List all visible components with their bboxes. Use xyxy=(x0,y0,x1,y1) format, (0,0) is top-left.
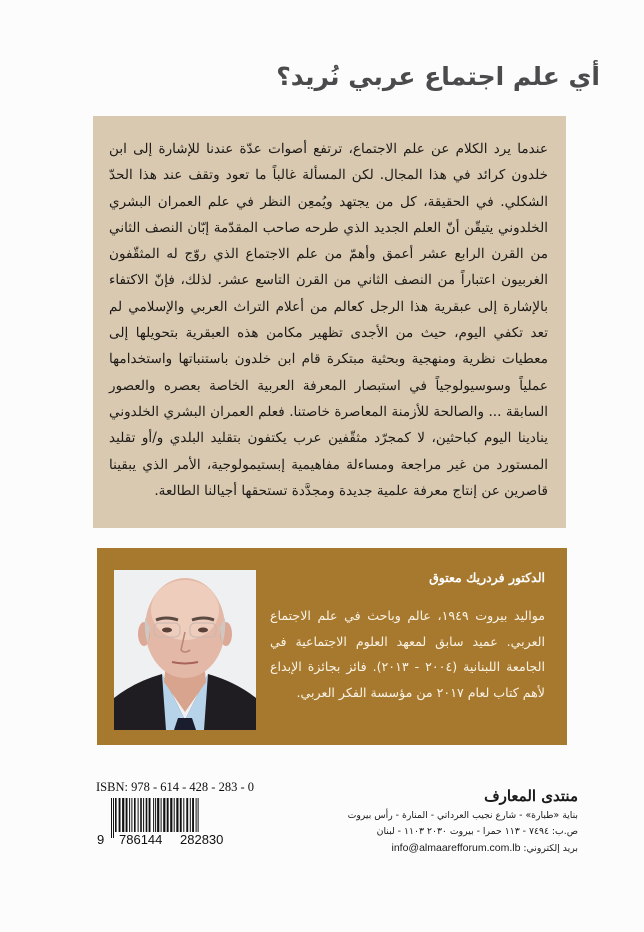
barcode-bar xyxy=(119,798,121,832)
author-name: الدكتور فردريك معتوق xyxy=(429,570,545,585)
blurb-text: عندما يرد الكلام عن علم الاجتماع، ترتفع أصوات عدّة عندنا للإشارة إلى ابن خلدون كرائد في هذا المجال. لكن المسألة غالباً ما تعود وتقف عند هذا الحدّ الشكلي. في الحقيقة، كل من يجتهد ويُمعِن النظر في علم العمران البشري الخلدوني يتيقّن أنّ العلم الجديد الذي طرحه صاحب المقدّمة إبّان النصف الثاني من القرن الرابع عشر أعمق وأهمّ من علم الاجتماع الذي روّج له المثقّفون الغربيون اعتباراً من النصف الثاني من القرن التاسع عشر. لذلك، فإنّ الاكتفاء بالإشارة إلى عبقرية هذا الرجل كعالم من أعلام التراث العربي والإسلامي لم تعد تكفي اليوم، حيث من الأجدى تظهير مكامن هذه العبقرية بتحويلها إلى معطيات نظرية ومنهجية وبحثية مبتكرة قام ابن خلدون باستنباتها واستخدامها عملياً وسوسيولوجياً في استبصار المعرفة العربية الخاصة بعصره والعصور السابقة ... والصالحة للأزمنة المعاصرة خاصتنا. فعلم العمران البشري الخلدوني ينادينا اليوم كباحثين، لا كمجرّد مثقّفين عرب يكتفون بتقليد البلدي و/أو تقليد المستورد من غير مراجعة ومساءلة مفاهيمية إبستيمولوجية، الأمر الذي يبقينا قاصرين عن إنتاج معرفة علمية جديدة ومجدَّدة تستحقها أجيالنا الطالعة. xyxy=(109,141,548,499)
barcode-bar xyxy=(140,798,142,832)
barcode-digits-left: 786144 xyxy=(119,832,163,847)
publisher-email[interactable]: info@almaarefforum.com.lb xyxy=(391,842,521,854)
author-photo xyxy=(114,570,256,730)
publisher-logo-name: منتدى المعارف xyxy=(484,787,578,805)
barcode-bar xyxy=(170,798,172,832)
barcode-bar xyxy=(115,798,117,832)
book-title: أي علم اجتماع عربي نُريد؟ xyxy=(276,62,600,91)
barcode-bar xyxy=(146,798,148,832)
barcode-bar xyxy=(131,798,132,832)
barcode-bar xyxy=(192,798,194,832)
barcode-bar xyxy=(129,798,130,832)
barcode-bar xyxy=(134,798,136,832)
barcode-digits-right: 282830 xyxy=(180,832,224,847)
barcode-bar xyxy=(143,798,144,832)
barcode-bar xyxy=(138,798,139,832)
barcode-bar xyxy=(161,798,162,832)
barcode-bar xyxy=(122,798,124,832)
barcode-bar xyxy=(176,798,178,832)
barcode-bar xyxy=(126,798,128,832)
publisher-po-box: ص.ب: ٧٤٩٤ - ١١٣ حمرا - بيروت ٢٠٣٠ ١١٠٣ - لبنان xyxy=(376,826,578,837)
barcode-bar xyxy=(157,798,159,832)
barcode-bar xyxy=(163,798,165,832)
barcode-bar xyxy=(190,798,191,832)
barcode-bar xyxy=(180,798,182,832)
barcode-bar xyxy=(149,798,151,832)
author-panel xyxy=(97,548,567,745)
publisher-address: بناية «طبارة» - شارع نجيب العرداتي - المنارة - رأس بيروت xyxy=(347,810,578,821)
barcode-bar xyxy=(174,798,175,832)
publisher-block xyxy=(318,786,578,857)
barcode-bar xyxy=(183,798,184,832)
barcode-bar xyxy=(167,798,169,832)
publisher-email-line xyxy=(318,840,578,857)
blurb-panel xyxy=(93,116,566,528)
isbn-label: ISBN: 978 - 614 - 428 - 283 - 0 xyxy=(96,780,254,794)
author-portrait-illustration xyxy=(114,570,256,730)
publisher-email-label: بريد إلكتروني: xyxy=(523,843,578,854)
author-bio: مواليد بيروت ١٩٤٩، عالم وباحث في علم الاجتماع العربي. عميد سابق لمعهد العلوم الاجتماعية في الجامعة اللبنانية (٢٠٠٤ - ٢٠١٣). فائز بجائزة الإبداع لأهم كتاب لعام ٢٠١٧ من مؤسسة الفكر العربي. xyxy=(270,608,545,700)
barcode-bar xyxy=(186,798,188,832)
barcode-digit-prefix: 9 xyxy=(97,832,105,847)
barcode-digits xyxy=(96,832,246,852)
